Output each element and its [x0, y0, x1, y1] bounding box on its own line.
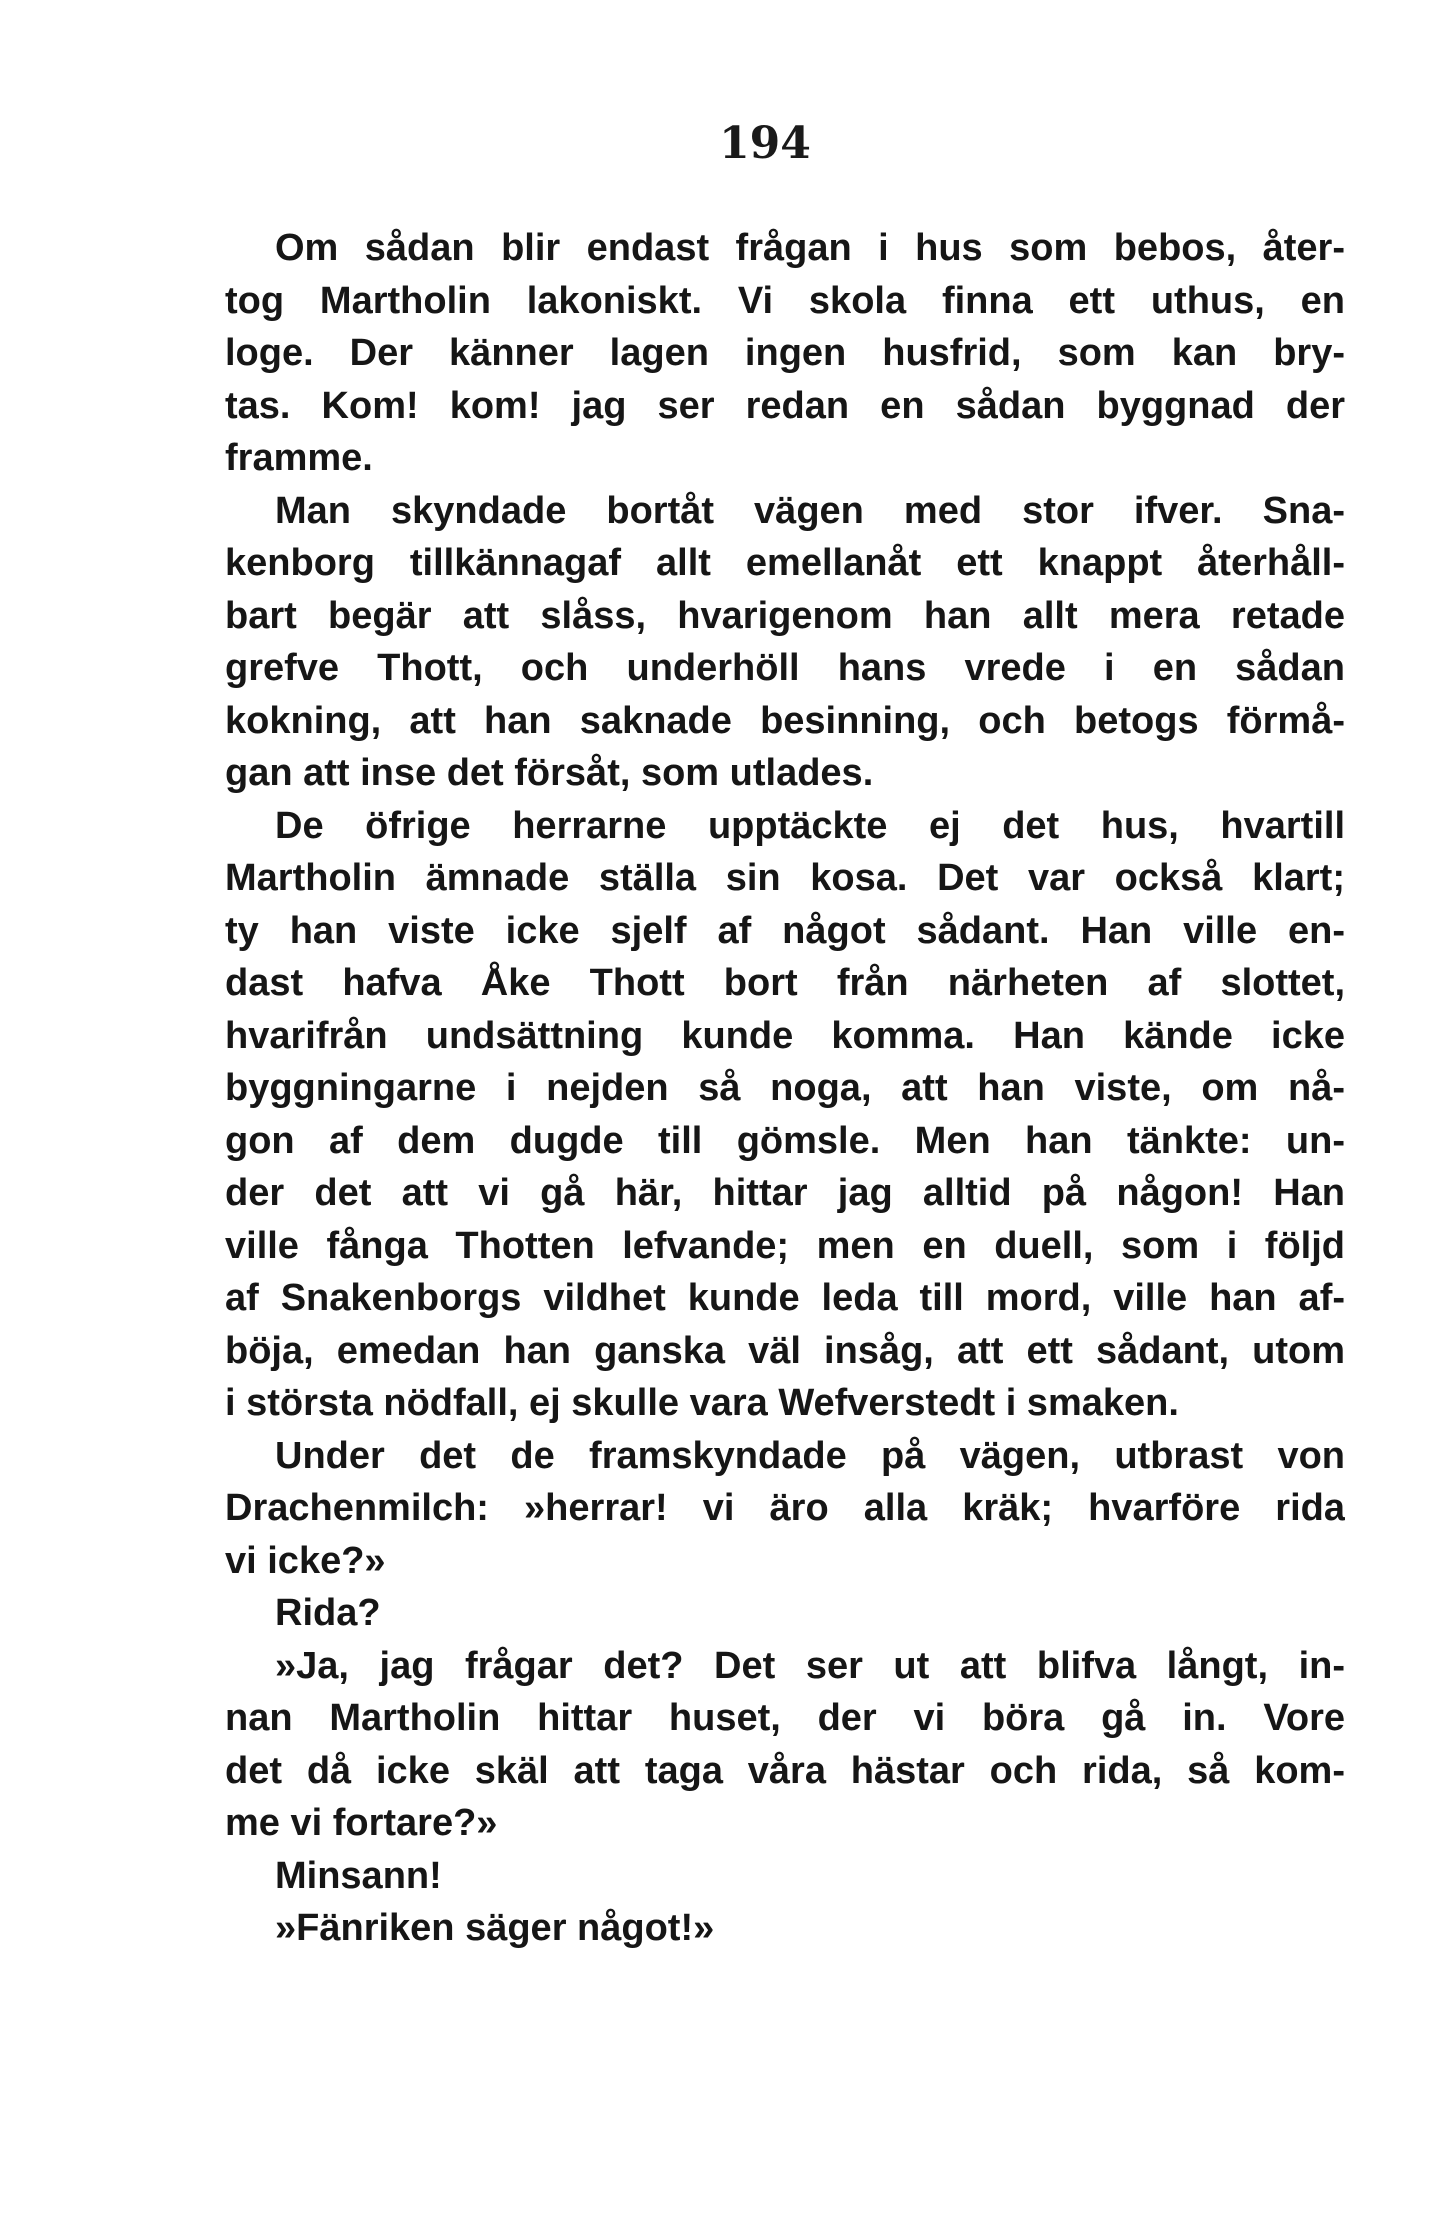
text-line: framme. [225, 437, 373, 479]
text-line: Om sådan blir endast frågan i hus som bebos, åter- [275, 227, 1345, 269]
text-line: ville fånga Thotten lefvande; men en duell, som i följd [225, 1224, 1345, 1267]
text-line: det då icke skäl att taga våra hästar och rida, så kom- [225, 1749, 1345, 1792]
text-line: dast hafva Åke Thott bort från närheten af slottet, [225, 962, 1345, 1004]
text-line: bart begär att slåss, hvarigenom han allt mera retade [225, 594, 1345, 637]
body-text [225, 222, 1345, 1955]
text-line: tog Martholin lakoniskt. Vi skola finna ett uthus, en [225, 279, 1345, 322]
text-line: grefve Thott, och underhöll hans vrede i en sådan [225, 647, 1345, 689]
text-line: De öfrige herrarne upptäckte ej det hus, hvartill [275, 804, 1345, 847]
text-line: Martholin ämnade ställa sin kosa. Det var också klart; [225, 857, 1345, 899]
text-line: me vi fortare?» [225, 1802, 498, 1844]
text-line: Drachenmilch: »herrar! vi äro alla kräk; hvarföre rida [225, 1487, 1345, 1529]
text-line: byggningarne i nejden så noga, att han viste, om nå- [225, 1067, 1345, 1109]
text-line: der det att vi gå här, hittar jag alltid på någon! Han [225, 1172, 1345, 1214]
text-line: hvarifrån undsättning kunde komma. Han kände icke [225, 1014, 1345, 1057]
text-line: »Ja, jag frågar det? Det ser ut att blifva långt, in- [275, 1644, 1345, 1687]
text-line: Man skyndade bortåt vägen med stor ifver. Sna- [275, 489, 1345, 532]
text-line: loge. Der känner lagen ingen husfrid, som kan bry- [225, 332, 1345, 374]
text-line: tas. Kom! kom! jag ser redan en sådan byggnad der [225, 384, 1345, 427]
text-line: böja, emedan han ganska väl insåg, att ett sådant, utom [225, 1329, 1345, 1372]
text-line: kenborg tillkännagaf allt emellanåt ett knappt återhåll- [225, 542, 1345, 584]
text-line: Minsann! [275, 1854, 442, 1897]
text-line: gon af dem dugde till gömsle. Men han tänkte: un- [225, 1119, 1345, 1162]
text-line: »Fänriken säger något!» [275, 1907, 715, 1949]
text-line: kokning, att han saknade besinning, och betogs förmå- [225, 699, 1345, 742]
text-line: i största nödfall, ej skulle vara Wefverstedt i smaken. [225, 1382, 1179, 1424]
text-line: nan Martholin hittar huset, der vi böra gå in. Vore [225, 1697, 1345, 1739]
text-line: Rida? [275, 1592, 381, 1634]
text-line: af Snakenborgs vildhet kunde leda till mord, ville han af- [225, 1277, 1345, 1319]
text-line: ty han viste icke sjelf af något sådant. Han ville en- [225, 909, 1345, 952]
text-line: gan att inse det försåt, som utlades. [225, 752, 874, 794]
page-number: 194 [719, 118, 811, 169]
text-line: Under det de framskyndade på vägen, utbrast von [275, 1434, 1345, 1477]
text-line: vi icke?» [225, 1539, 386, 1582]
